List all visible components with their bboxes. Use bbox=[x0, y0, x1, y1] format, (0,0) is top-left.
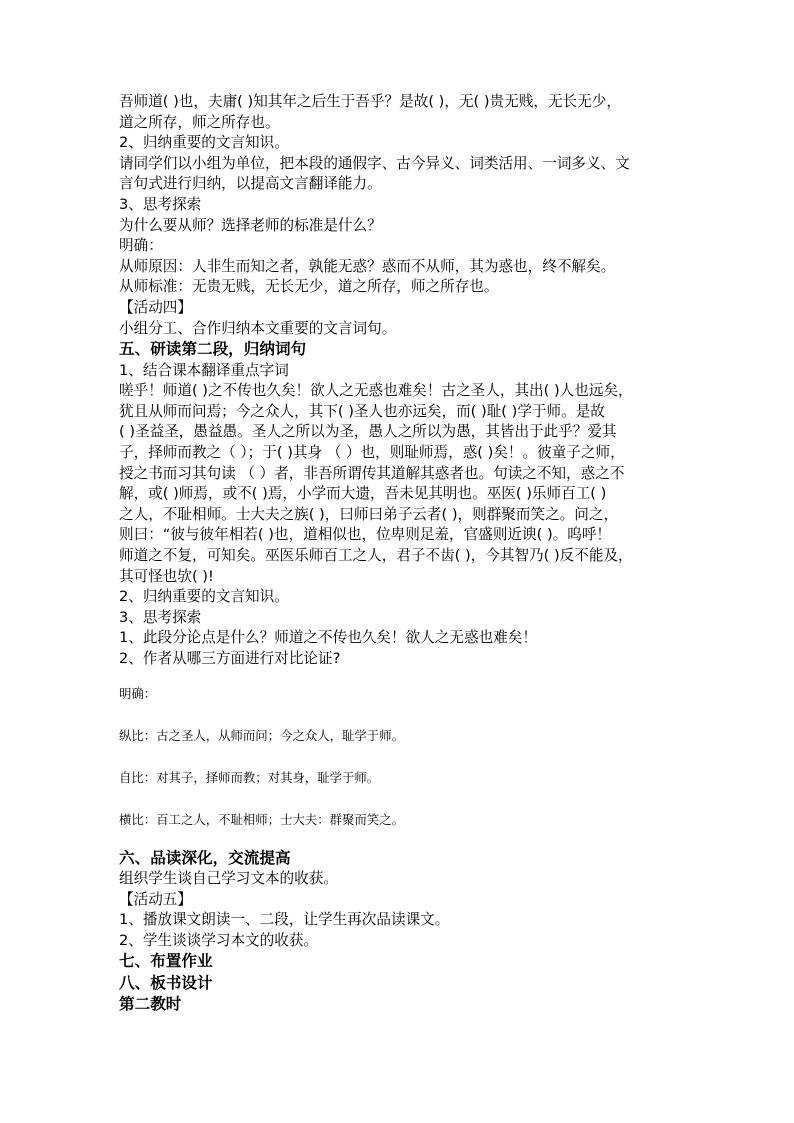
text-line: 授之书而习其句读 （ ）者，非吾所谓传其道解其惑者也。句读之不知，惑之不 bbox=[119, 464, 625, 482]
text-line: 为什么要从师？选择老师的标准是什么？ bbox=[119, 216, 382, 234]
text-line: 1、结合课本翻译重点字词 bbox=[119, 361, 289, 379]
text-line: 组织学生谈自己学习文本的收获。 bbox=[119, 870, 338, 888]
text-line: 犹且从师而问焉；今之众人，其下( )圣人也亦远矣，而( )耻( )学于师。是故 bbox=[119, 402, 605, 420]
text-line: 从师原因：人非生而知之者，孰能无惑？惑而不从师，其为惑也，终不解矣。 bbox=[119, 257, 616, 275]
text-line: 2、归纳重要的文言知识。 bbox=[119, 588, 289, 606]
small-text-line: 自比：对其子，择师而教；对其身，耻学于师。 bbox=[119, 769, 380, 785]
small-text-line: 明确： bbox=[119, 685, 157, 701]
text-line: 则曰：“彼与彼年相若( )也，道相似也，位卑则足羞，官盛则近谀( )。呜呼！ bbox=[119, 526, 612, 544]
document-body bbox=[119, 92, 679, 1016]
section-heading: 第二教时 bbox=[119, 995, 182, 1014]
text-line: 小组分工、合作归纳本文重要的文言词句。 bbox=[119, 319, 397, 337]
text-line: 1、此段分论点是什么？师道之不传也久矣！欲人之无惑也难矣！ bbox=[119, 629, 537, 647]
text-line: 言句式进行归纳，以提高文言翻译能力。 bbox=[119, 175, 382, 193]
text-line: 从师标准：无贵无贱，无长无少，道之所存，师之所存也。 bbox=[119, 278, 499, 296]
section-heading: 八、板书设计 bbox=[119, 973, 213, 992]
text-line: 请同学们以小组为单位，把本段的通假字、古今异义、词类活用、一词多义、文 bbox=[119, 154, 630, 172]
text-line: 子，择师而教之（ ）；于( )其身 （ ）也，则耻师焉，惑( )矣！。彼童子之师， bbox=[119, 444, 625, 461]
text-line: 【活动四】 bbox=[119, 298, 192, 316]
text-line: 【活动五】 bbox=[119, 890, 192, 908]
text-line: 2、作者从哪三方面进行对比论证? bbox=[119, 649, 341, 667]
text-line: 3、思考探索 bbox=[119, 195, 202, 213]
small-text-line: 横比：百工之人，不耻相师；士大夫：群聚而笑之。 bbox=[119, 811, 404, 827]
text-line: 师道之不复，可知矣。巫医乐师百工之人，君子不齿( )，今其智乃( )反不能及， bbox=[119, 546, 633, 564]
text-line: 吾师道( )也，夫庸( )知其年之后生于吾乎？是故( )，无( )贵无贱，无长无少， bbox=[119, 93, 621, 110]
text-line: 其可怪也欤( )! bbox=[119, 567, 214, 585]
text-line: 嗟乎！师道( )之不传也久矣！欲人之无惑也难矣！古之圣人，其出( )人也远矣， bbox=[119, 382, 633, 400]
section-heading: 七、布置作业 bbox=[119, 952, 213, 971]
text-line: 3、思考探索 bbox=[119, 608, 202, 626]
text-line: 之人，不耻相师。士大夫之族( )，曰师曰弟子云者( )，则群聚而笑之。问之， bbox=[119, 505, 619, 523]
text-line: 解，或( )师焉，或不( )焉，小学而大遗，吾未见其明也。巫医( )乐师百工( ) bbox=[119, 485, 607, 503]
section-heading: 五、研读第二段，归纳词句 bbox=[119, 340, 307, 359]
text-line: 明确： bbox=[119, 237, 163, 255]
text-line: 道之所存，师之所存也。 bbox=[119, 113, 280, 131]
text-line: 2、归纳重要的文言知识。 bbox=[119, 134, 289, 152]
text-line: 1、播放课文朗读一、二段，让学生再次品读课文。 bbox=[119, 911, 450, 929]
text-line: 2、学生谈谈学习本文的收获。 bbox=[119, 931, 319, 949]
text-line: ( )圣益圣，愚益愚。圣人之所以为圣，愚人之所以为愚，其皆出于此乎？爱其 bbox=[119, 423, 617, 441]
small-text-line: 纵比：古之圣人，从师而问；今之众人，耻学于师。 bbox=[119, 727, 404, 743]
section-heading: 六、品读深化，交流提高 bbox=[119, 848, 291, 867]
